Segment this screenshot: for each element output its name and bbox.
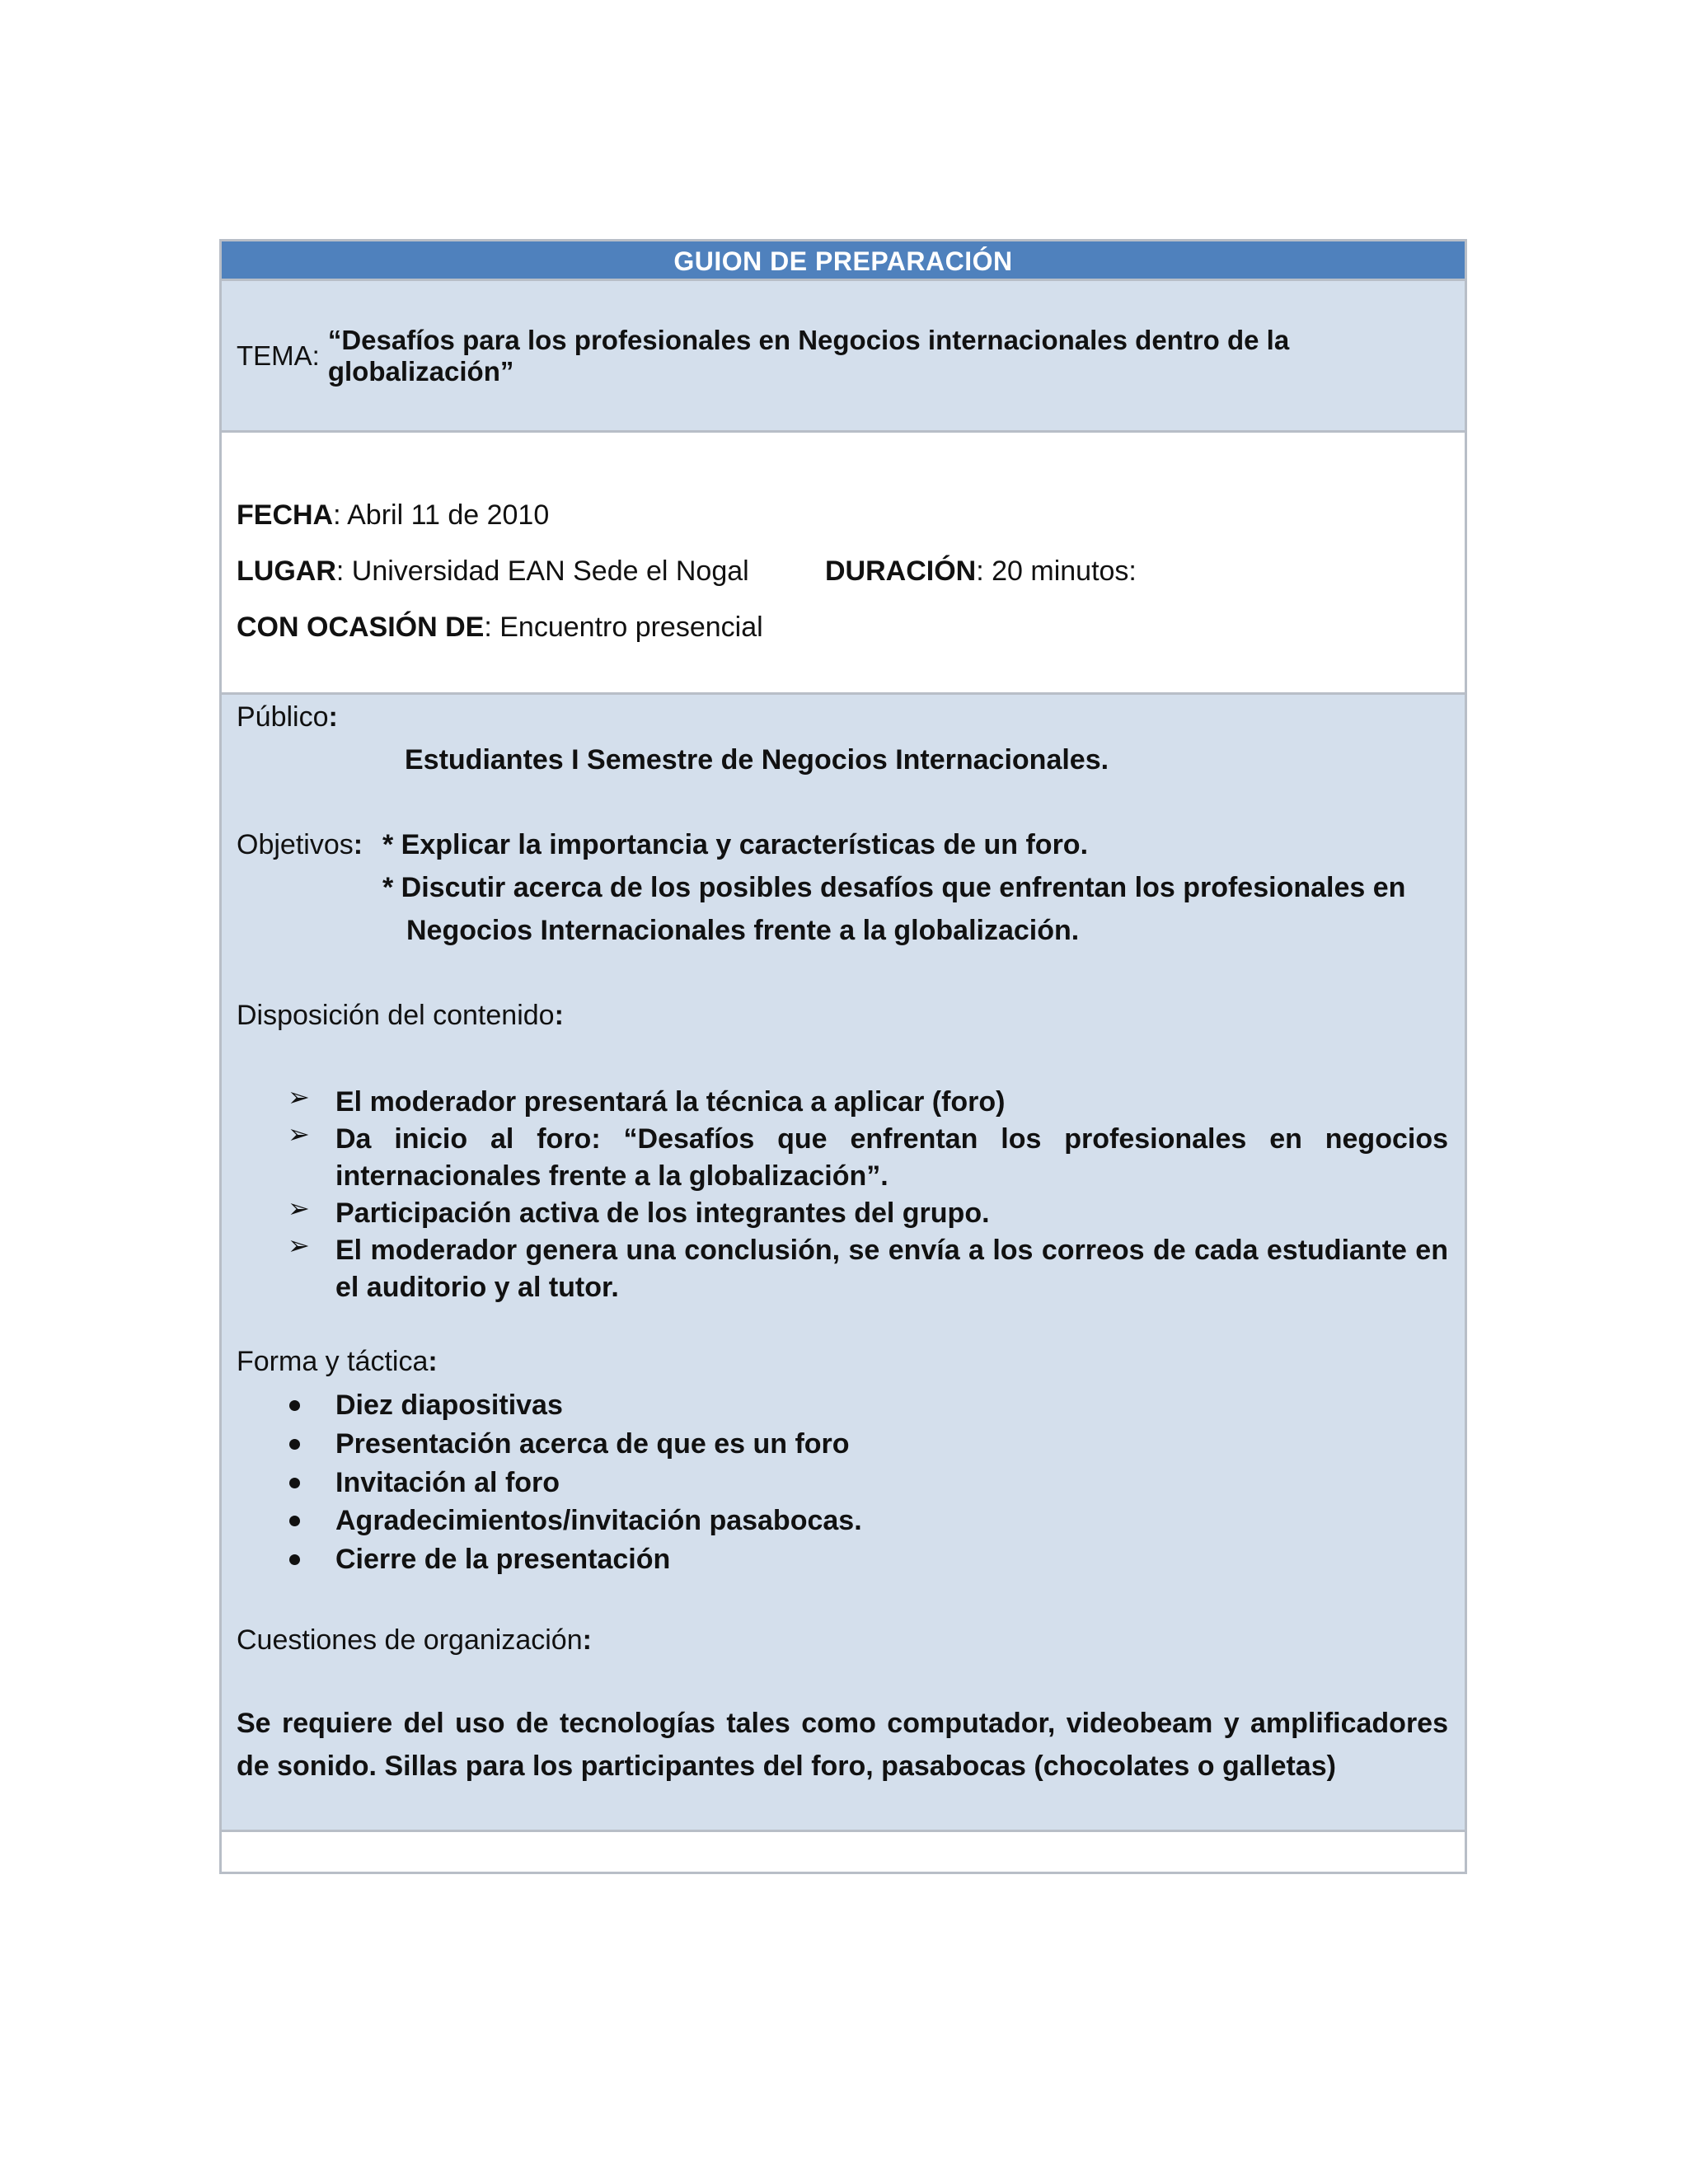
list-item-text: Agradecimientos/invitación pasabocas. (335, 1505, 862, 1536)
bullet-dot-icon (289, 1516, 300, 1526)
objetivo-item: * Explicar la importancia y características de un foro. (382, 829, 1089, 860)
table-header (222, 241, 1465, 281)
disposicion-label: Disposición del contenido: (237, 1000, 564, 1031)
objetivo-item-continuation: Negocios Internacionales frente a la globalización. (406, 915, 1080, 946)
fecha-label: FECHA (237, 499, 334, 531)
publico-text: Estudiantes I Semestre de Negocios Internacionales. (405, 744, 1109, 776)
list-item-text: Diez diapositivas (335, 1390, 563, 1421)
bullet-dot-icon (289, 1400, 300, 1411)
tema-text: “Desafíos para los profesionales en Negocios internacionales dentro de la globalización” (327, 324, 1290, 387)
arrow-bullet-icon: ➢ (288, 1082, 310, 1112)
content-row (222, 695, 1465, 1832)
bullet-dot-icon (289, 1478, 300, 1488)
ocasion-line (237, 599, 1450, 655)
guion-table (219, 239, 1467, 1874)
cuestiones-text: Se requiere del uso de tecnologías tales como computador, videobeam y amplificadores de sonido. Sillas para los participantes del foro, pasabocas (chocolates o galletas) (237, 1708, 1448, 1782)
objetivos-label: Objetivos: (237, 829, 363, 860)
arrow-bullet-icon: ➢ (288, 1119, 310, 1149)
list-item-text: El moderador genera una conclusión, se envía a los correos de cada estudiante en el auditorio y al tutor. (335, 1235, 1448, 1303)
lugar-value: : Universidad EAN Sede el Nogal (335, 555, 749, 587)
list-item-text: Participación activa de los integrantes del grupo. (335, 1197, 990, 1229)
duracion-field (825, 543, 1137, 599)
list-item-text: Invitación al foro (335, 1467, 560, 1498)
ocasion-label: CON OCASIÓN DE (237, 612, 485, 643)
bullet-dot-icon (289, 1554, 300, 1565)
list-item-text: Da inicio al foro: “Desafíos que enfrentan los profesionales en negocios internacionales frente a la globalización”. (335, 1123, 1448, 1192)
arrow-bullet-icon: ➢ (288, 1230, 310, 1260)
list-item-text: El moderador presentará la técnica a aplicar (foro) (335, 1086, 1006, 1118)
list-item-text: Presentación acerca de que es un foro (335, 1428, 850, 1460)
fecha-value: : Abril 11 de 2010 (333, 499, 550, 531)
tema-label: TEMA: (237, 340, 320, 371)
lugar-line (237, 543, 1450, 599)
info-row (222, 433, 1465, 695)
arrow-bullet-icon: ➢ (288, 1193, 310, 1223)
tema-row (222, 281, 1465, 433)
fecha-line (237, 487, 1450, 543)
ocasion-value: : Encuentro presencial (484, 612, 763, 643)
cuestiones-label: Cuestiones de organización: (237, 1624, 592, 1656)
duracion-value: : 20 minutos: (976, 555, 1137, 587)
duracion-label: DURACIÓN (825, 555, 977, 587)
empty-row (222, 1832, 1465, 1872)
objetivo-item: * Discutir acerca de los posibles desafíos que enfrentan los profesionales en (382, 872, 1406, 903)
table-title: GUION DE PREPARACIÓN (673, 246, 1013, 276)
forma-label: Forma y táctica: (237, 1346, 438, 1377)
publico-label: Público: (237, 701, 338, 733)
bullet-dot-icon (289, 1439, 300, 1450)
lugar-label: LUGAR (237, 555, 336, 587)
list-item-text: Cierre de la presentación (335, 1544, 671, 1575)
